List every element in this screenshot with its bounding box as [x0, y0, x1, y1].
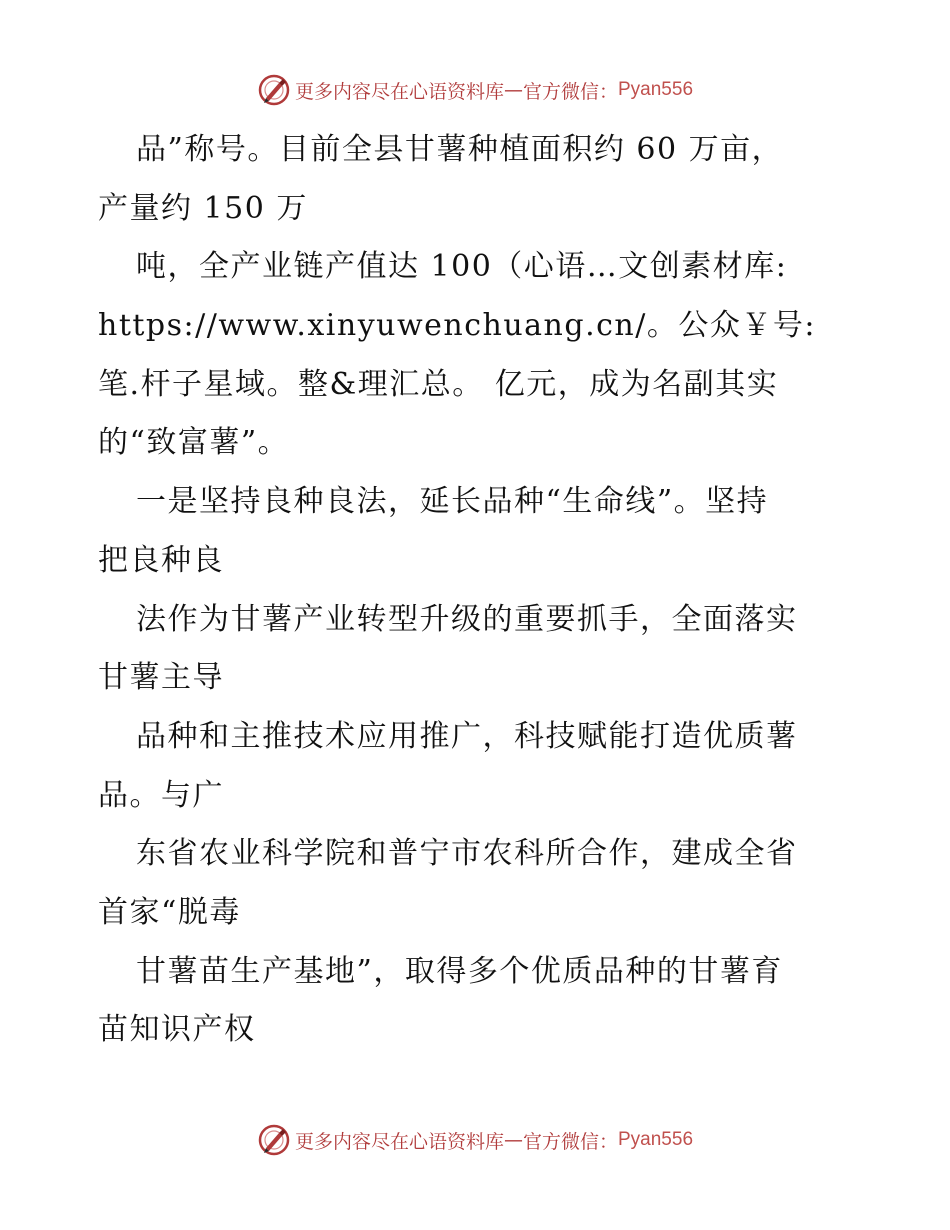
text-line: 法作为甘薯产业转型升级的重要抓手，全面落实	[136, 601, 798, 637]
header-watermark	[0, 72, 950, 108]
watermark-text: 更多内容尽在心语资料库	[294, 1130, 504, 1153]
pen-logo-icon	[257, 1123, 291, 1157]
text-line: 产量约 150 万	[98, 190, 308, 226]
pen-logo-icon	[257, 73, 291, 107]
text-line: 吨，全产业链产值达 100（心语…文创素材库:	[136, 249, 788, 285]
text-line: 一是坚持良种良法，延长品种“生命线”。坚持	[136, 484, 769, 520]
watermark-separator: —	[503, 1129, 523, 1151]
text-line: 品”称号。目前全县甘薯种植面积约 60 万亩，	[136, 132, 784, 167]
text-line: 甘薯苗生产基地”，取得多个优质品种的甘薯育	[136, 953, 783, 989]
text-line: 苗知识产权	[98, 1012, 256, 1048]
text-line: 笔.杆子星域。整&理汇总。 亿元，成为名副其实	[98, 366, 779, 402]
text-line: https://www.xinyuwenchuang.cn/。公众￥号:	[98, 308, 816, 344]
text-line: 东省农业科学院和普宁市农科所合作，建成全省	[136, 836, 798, 872]
watermark-label: 官方微信：	[522, 80, 618, 103]
watermark-id: Pyan556	[618, 79, 694, 100]
text-line: 品。与广	[98, 777, 224, 813]
text-line: 甘薯主导	[98, 660, 224, 696]
watermark-separator: —	[503, 79, 523, 101]
text-line: 的“致富薯”。	[98, 425, 290, 461]
watermark-id: Pyan556	[618, 1129, 694, 1150]
text-line: 把良种良	[98, 542, 224, 578]
watermark-text: 更多内容尽在心语资料库	[294, 80, 504, 103]
footer-watermark	[0, 1122, 950, 1158]
text-line: 品种和主推技术应用推广，科技赋能打造优质薯	[136, 718, 798, 754]
watermark-label: 官方微信：	[522, 1130, 618, 1153]
text-line: 首家“脱毒	[98, 894, 241, 930]
document-body	[98, 121, 858, 1060]
